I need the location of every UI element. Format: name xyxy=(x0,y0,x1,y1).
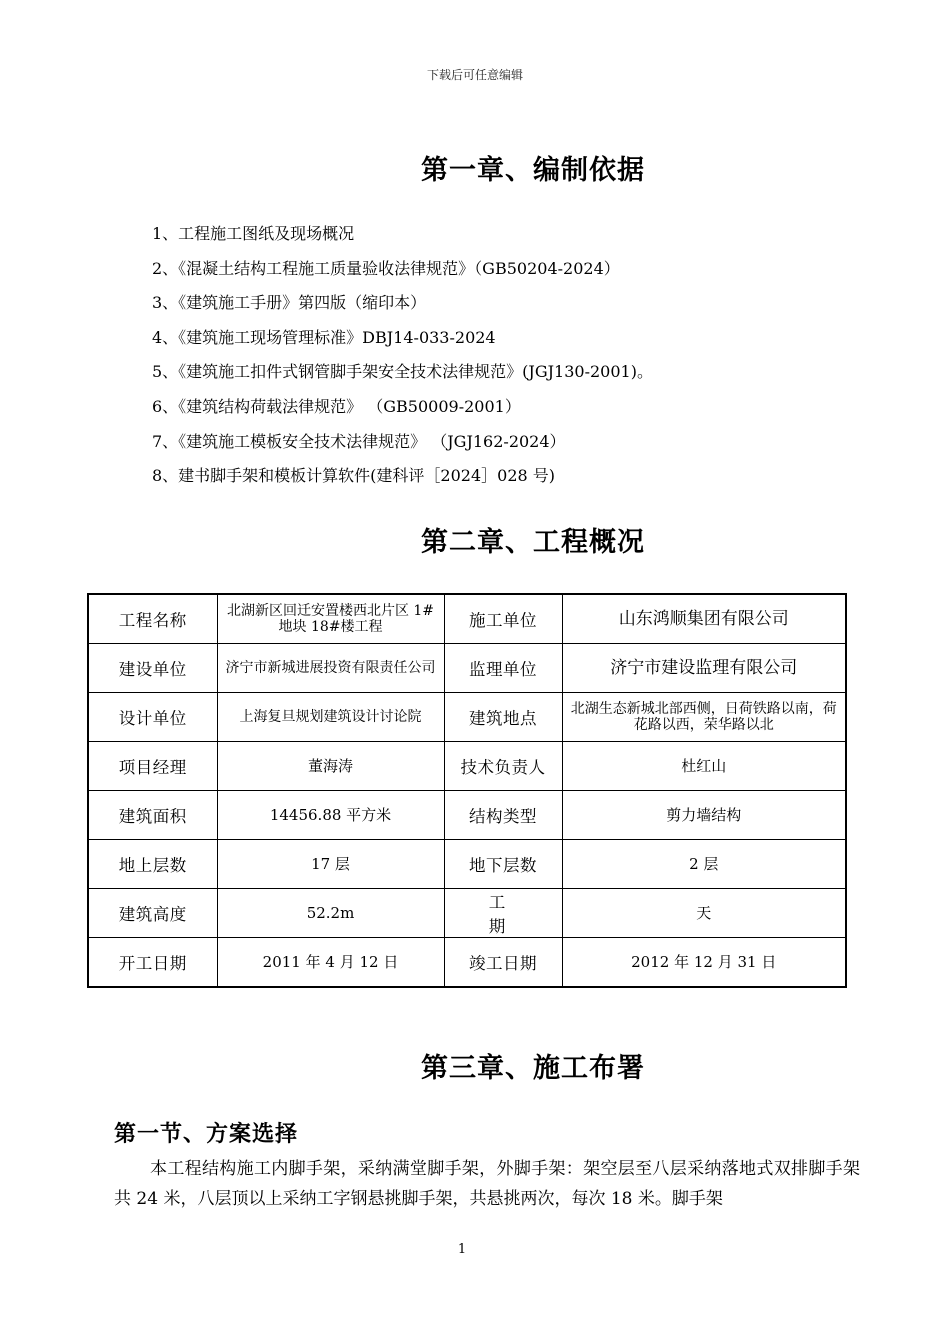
basis-list xyxy=(152,222,653,499)
row-value: 14456.88 平方米 xyxy=(217,791,444,840)
row-value: 山东鸿顺集团有限公司 xyxy=(562,594,846,644)
row-label: 结构类型 xyxy=(444,791,562,840)
body-paragraph: 本工程结构施工内脚手架，采纳满堂脚手架，外脚手架：架空层至八层采纳落地式双排脚手架共 24 米，八层顶以上采纳工字钢悬挑脚手架，共悬挑两次，每次 18 米。脚手架 xyxy=(114,1159,860,1209)
table-row xyxy=(88,693,846,742)
row-value: 杜红山 xyxy=(562,742,846,791)
row-value: 17 层 xyxy=(217,840,444,889)
row-label: 开工日期 xyxy=(88,938,217,988)
row-value: 2011 年 4 月 12 日 xyxy=(217,938,444,988)
row-label: 设计单位 xyxy=(88,693,217,742)
table-row xyxy=(88,742,846,791)
row-label: 项目经理 xyxy=(88,742,217,791)
row-value: 北湖新区回迁安置楼西北片区 1#地块 18#楼工程 xyxy=(217,594,444,644)
row-label: 工程名称 xyxy=(88,594,217,644)
row-value: 2012 年 12 月 31 日 xyxy=(562,938,846,988)
row-value: 剪力墙结构 xyxy=(562,791,846,840)
row-label: 建筑地点 xyxy=(444,693,562,742)
row-label: 工 期 xyxy=(444,889,562,938)
row-value: 天 xyxy=(562,889,846,938)
chapter-1-title: 第一章、编制依据 xyxy=(421,155,645,186)
row-label: 地下层数 xyxy=(444,840,562,889)
table-row xyxy=(88,840,846,889)
page-number: 1 xyxy=(457,1242,467,1257)
basis-item: 2、《混凝土结构工程施工质量验收法律规范》（GB50204-2024） xyxy=(152,258,620,278)
row-label: 监理单位 xyxy=(444,644,562,693)
row-value: 上海复旦规划建筑设计讨论院 xyxy=(217,693,444,742)
basis-item: 3、《建筑施工手册》第四版（缩印本） xyxy=(152,293,427,313)
row-label: 建筑高度 xyxy=(88,889,217,938)
row-value: 董海涛 xyxy=(217,742,444,791)
chapter-2-title: 第二章、工程概况 xyxy=(421,527,645,558)
row-label: 施工单位 xyxy=(444,594,562,644)
basis-item: 1、工程施工图纸及现场概况 xyxy=(152,224,355,243)
table-row xyxy=(88,889,846,938)
table-row xyxy=(88,938,846,988)
basis-item: 5、《建筑施工扣件式钢管脚手架安全技术法律规范》(JGJ130-2001)。 xyxy=(152,362,653,382)
table-row xyxy=(88,791,846,840)
row-value: 济宁市建设监理有限公司 xyxy=(562,644,846,693)
basis-item: 6、《建筑结构荷载法律规范》 （GB50009-2001） xyxy=(152,396,521,416)
row-label: 竣工日期 xyxy=(444,938,562,988)
row-label: 地上层数 xyxy=(88,840,217,889)
row-value: 济宁市新城进展投资有限责任公司 xyxy=(217,644,444,693)
row-label: 技术负责人 xyxy=(444,742,562,791)
row-label: 建设单位 xyxy=(88,644,217,693)
row-value: 2 层 xyxy=(562,840,846,889)
project-overview-table xyxy=(87,593,847,988)
table-row xyxy=(88,594,846,644)
row-value: 52.2m xyxy=(217,889,444,938)
header-watermark: 下载后可任意编辑 xyxy=(426,68,523,82)
basis-item: 4、《建筑施工现场管理标准》DBJ14-033-2024 xyxy=(152,327,496,347)
chapter-3-title: 第三章、施工布署 xyxy=(421,1053,645,1084)
basis-item: 8、建书脚手架和模板计算软件(建科评［2024］028 号) xyxy=(152,466,556,486)
section-title: 第一节、方案选择 xyxy=(114,1122,299,1147)
row-value: 北湖生态新城北部西侧，日荷铁路以南，荷花路以西，荣华路以北 xyxy=(562,693,846,742)
row-label: 建筑面积 xyxy=(88,791,217,840)
basis-item: 7、《建筑施工模板安全技术法律规范》 （JGJ162-2024） xyxy=(152,431,566,451)
table-row xyxy=(88,644,846,693)
